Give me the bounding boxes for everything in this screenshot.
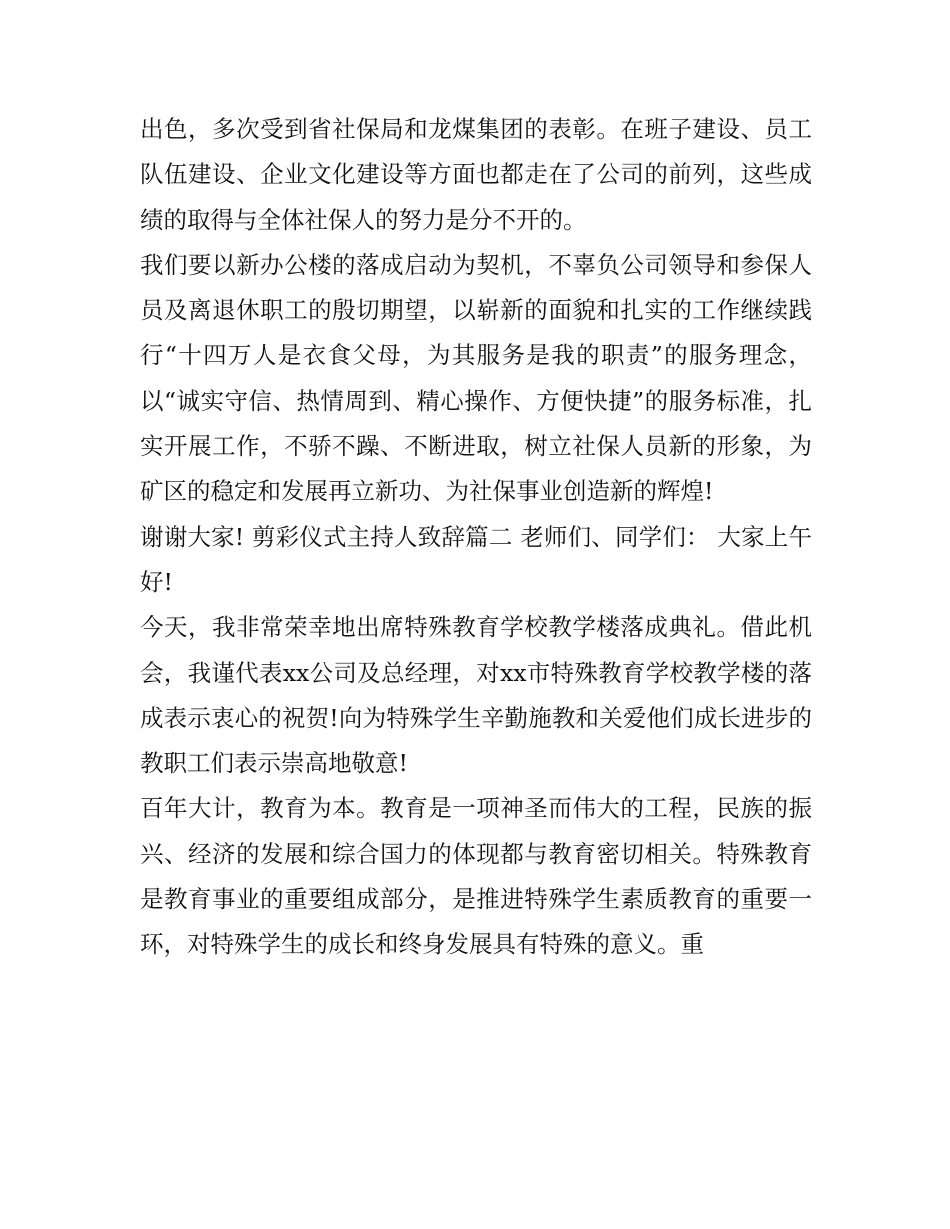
document-body bbox=[140, 107, 812, 968]
paragraph-3: 谢谢大家! 剪彩仪式主持人致辞篇二 老师们、同学们： 大家上午好! bbox=[140, 522, 812, 596]
paragraph-5: 百年大计，教育为本。教育是一项神圣而伟大的工程，民族的振兴、经济的发展和综合国力的体现都与教育密切相关。特殊教育是教育事业的重要组成部分，是推进特殊学生素质教育的重要一环，对特殊学生的成长和终身发展具有特殊的意义。重 bbox=[140, 794, 812, 959]
paragraph-2: 我们要以新办公楼的落成启动为契机，不辜负公司领导和参保人员及离退休职工的殷切期望，以崭新的面貌和扎实的工作继续践行“十四万人是衣食父母，为其服务是我的职责”的服务理念，以“诚实守信、热情周到、精心操作、方便快捷”的服务标准，扎实开展工作，不骄不躁、不断进取，树立社保人员新的形象，为矿区的稳定和发展再立新功、为社保事业创造新的辉煌! bbox=[140, 250, 812, 506]
paragraph-4: 今天，我非常荣幸地出席特殊教育学校教学楼落成典礼。借此机会，我谨代表xx公司及总经理，对xx市特殊教育学校教学楼的落成表示衷心的祝贺!向为特殊学生辛勤施教和关爱他们成长进步的教职工们表示崇高地敬意! bbox=[140, 613, 812, 778]
paragraph-1: 出色，多次受到省社保局和龙煤集团的表彰。在班子建设、员工队伍建设、企业文化建设等方面也都走在了公司的前列，这些成绩的取得与全体社保人的努力是分不开的。 bbox=[140, 115, 812, 234]
